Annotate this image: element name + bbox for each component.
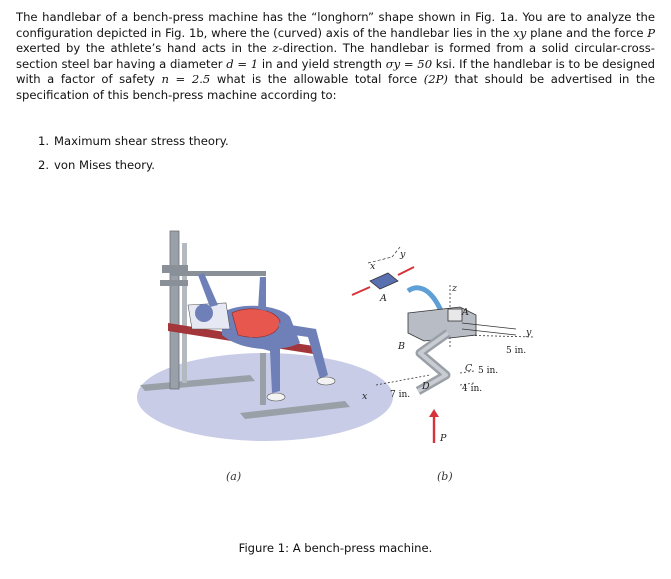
point-label: C [465,363,473,374]
bench-press-drawing [137,231,393,441]
bench-press-illustration [130,225,550,495]
axis-label: x [370,261,376,272]
dimension-label: 7 in. [390,390,411,400]
dimension-label: 5 in. [478,366,499,376]
question-list [38,134,229,182]
subfigure-label-a: (a) [226,470,242,483]
problem-statement: The handlebar of a bench-press machine has the “longhorn” shape shown in Fig. 1a. You are to analyze the configuration depicted in Fig. 1b, where the (curved) axis of the handlebar lies in the xy plane and the force P exerted by the athlete’s hand acts in the z-direction. The handlebar is formed from a solid circular-cross-section steel bar having a diameter d = 1 in and yield strength σy = 50 ksi. If the handlebar is to be designed with a factor of safety n = 2.5 what is the allowable total force (2P) that should be advertised in the specification of this bench-press machine according to: [16,10,656,102]
point-label: A [380,293,387,304]
point-label: A [462,307,469,318]
force-label: P [440,433,447,444]
dimension-label: 5 in. [506,346,527,356]
axis-label: y [400,249,406,260]
axis-label: x [362,391,368,402]
dimension-label: 4 in. [462,384,483,394]
list-item: 1. Maximum shear stress theory. [38,134,229,148]
point-label: B [398,341,405,352]
list-item: 2. von Mises theory. [38,158,155,172]
point-label: D [422,381,430,392]
axis-label: z [452,283,458,294]
figure [130,225,550,499]
figure-caption: Figure 1: A bench-press machine. [238,541,433,555]
axis-label: y [526,327,532,338]
subfigure-label-b: (b) [437,470,453,483]
